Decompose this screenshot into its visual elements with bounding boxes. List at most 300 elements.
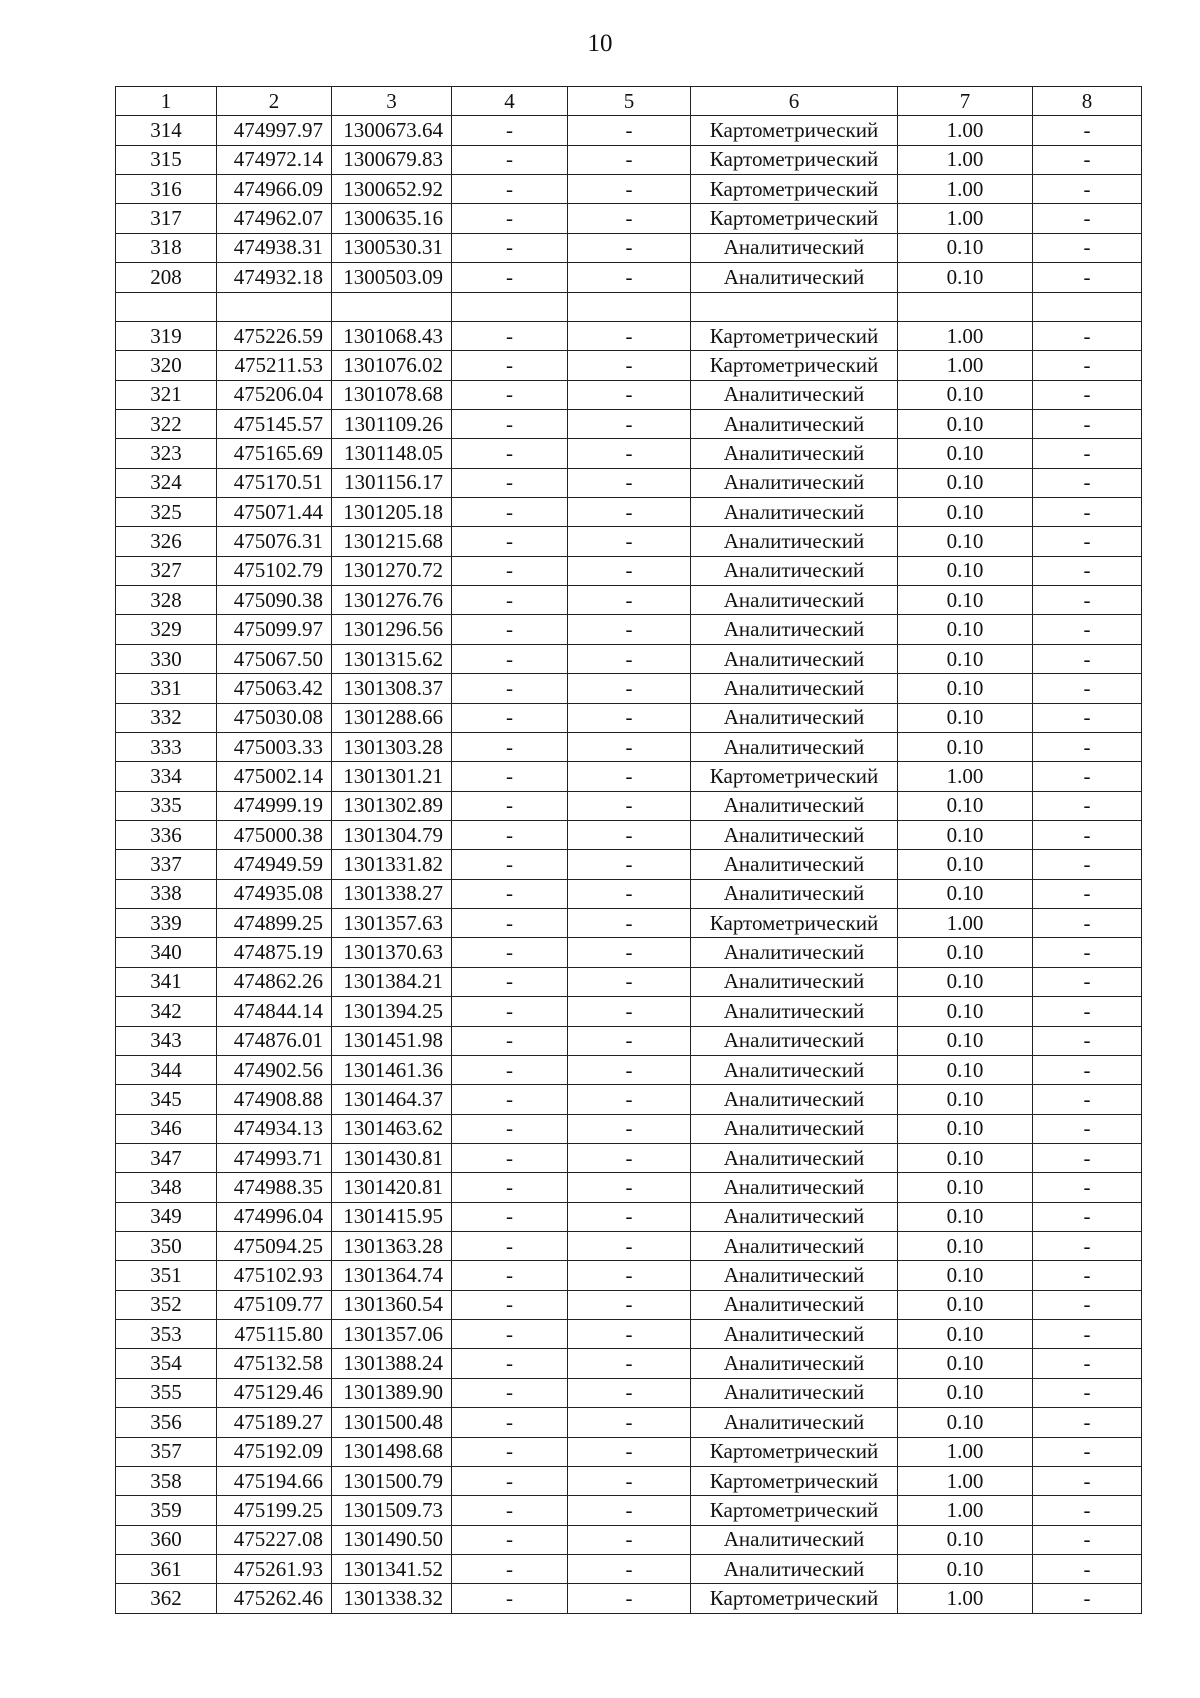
accuracy-cell: 0.10 — [898, 468, 1033, 497]
x-coordinate-cell: 475002.14 — [217, 762, 332, 791]
table-row — [116, 175, 1142, 204]
table-row — [116, 938, 1142, 967]
y-coordinate-cell: 1301215.68 — [332, 527, 452, 556]
accuracy-cell: 0.10 — [898, 703, 1033, 732]
column-8-value-cell: - — [1033, 850, 1142, 879]
x-coordinate-cell: 474999.19 — [217, 791, 332, 820]
x-coordinate-cell: 475071.44 — [217, 498, 332, 527]
x-coordinate-cell: 475170.51 — [217, 468, 332, 497]
y-coordinate-cell: 1301360.54 — [332, 1290, 452, 1319]
x-coordinate-cell: 475067.50 — [217, 644, 332, 673]
accuracy-cell: 0.10 — [898, 1055, 1033, 1084]
column-8-value-cell: - — [1033, 732, 1142, 761]
accuracy-cell: 1.00 — [898, 145, 1033, 174]
column-8-value-cell: - — [1033, 351, 1142, 380]
column-header: 3 — [332, 87, 452, 116]
column-8-value-cell: - — [1033, 175, 1142, 204]
column-8-value-cell: - — [1033, 1349, 1142, 1378]
column-4-value-cell: - — [452, 321, 568, 350]
column-4-value-cell: - — [452, 820, 568, 849]
x-coordinate-cell: 474844.14 — [217, 997, 332, 1026]
x-coordinate-cell: 475206.04 — [217, 380, 332, 409]
column-8-value-cell: - — [1033, 674, 1142, 703]
point-number-cell: 360 — [116, 1525, 217, 1554]
column-8-value-cell: - — [1033, 791, 1142, 820]
table-row — [116, 233, 1142, 262]
column-8-value-cell: - — [1033, 1408, 1142, 1437]
point-number-cell: 345 — [116, 1085, 217, 1114]
table-row — [116, 556, 1142, 585]
column-8-value-cell: - — [1033, 439, 1142, 468]
accuracy-cell: 0.10 — [898, 380, 1033, 409]
column-5-value-cell: - — [568, 380, 691, 409]
method-cell: Аналитический — [691, 1261, 898, 1290]
accuracy-cell: 1.00 — [898, 321, 1033, 350]
table-row — [116, 820, 1142, 849]
x-coordinate-cell: 475199.25 — [217, 1496, 332, 1525]
column-4-value-cell: - — [452, 1466, 568, 1495]
accuracy-cell: 0.10 — [898, 1525, 1033, 1554]
column-8-value-cell: - — [1033, 967, 1142, 996]
column-8-value-cell: - — [1033, 1437, 1142, 1466]
column-8-value-cell: - — [1033, 1173, 1142, 1202]
table-row — [116, 351, 1142, 380]
x-coordinate-cell: 475000.38 — [217, 820, 332, 849]
column-8-value-cell: - — [1033, 145, 1142, 174]
point-number-cell: 323 — [116, 439, 217, 468]
table-row — [116, 380, 1142, 409]
table-body — [116, 116, 1142, 1613]
y-coordinate-cell: 1300679.83 — [332, 145, 452, 174]
column-8-value-cell: - — [1033, 380, 1142, 409]
point-number-cell: 347 — [116, 1143, 217, 1172]
accuracy-cell: 0.10 — [898, 263, 1033, 292]
y-coordinate-cell: 1301109.26 — [332, 409, 452, 438]
x-coordinate-cell: 474935.08 — [217, 879, 332, 908]
point-number-cell: 361 — [116, 1554, 217, 1583]
accuracy-cell: 0.10 — [898, 732, 1033, 761]
method-cell: Аналитический — [691, 674, 898, 703]
table-row — [116, 762, 1142, 791]
y-coordinate-cell: 1301384.21 — [332, 967, 452, 996]
x-coordinate-cell: 475189.27 — [217, 1408, 332, 1437]
table-row — [116, 732, 1142, 761]
x-coordinate-cell: 475194.66 — [217, 1466, 332, 1495]
column-4-value-cell: - — [452, 938, 568, 967]
column-4-value-cell: - — [452, 732, 568, 761]
column-5-value-cell: - — [568, 321, 691, 350]
point-number-cell: 335 — [116, 791, 217, 820]
x-coordinate-cell: 474876.01 — [217, 1026, 332, 1055]
point-number-cell — [116, 292, 217, 321]
accuracy-cell: 1.00 — [898, 116, 1033, 145]
point-number-cell: 322 — [116, 409, 217, 438]
column-4-value-cell: - — [452, 674, 568, 703]
table-row — [116, 116, 1142, 145]
accuracy-cell: 0.10 — [898, 1026, 1033, 1055]
method-cell: Аналитический — [691, 1320, 898, 1349]
method-cell: Аналитический — [691, 791, 898, 820]
y-coordinate-cell: 1300652.92 — [332, 175, 452, 204]
table-header-row — [116, 87, 1142, 116]
x-coordinate-cell: 475063.42 — [217, 674, 332, 703]
method-cell: Картометрический — [691, 1466, 898, 1495]
y-coordinate-cell: 1301364.74 — [332, 1261, 452, 1290]
column-5-value-cell: - — [568, 1349, 691, 1378]
column-5-value-cell: - — [568, 997, 691, 1026]
point-number-cell: 333 — [116, 732, 217, 761]
accuracy-cell: 1.00 — [898, 204, 1033, 233]
column-8-value-cell: - — [1033, 1114, 1142, 1143]
accuracy-cell: 0.10 — [898, 233, 1033, 262]
column-4-value-cell: - — [452, 556, 568, 585]
column-8-value-cell: - — [1033, 409, 1142, 438]
x-coordinate-cell: 475192.09 — [217, 1437, 332, 1466]
method-cell: Картометрический — [691, 1584, 898, 1613]
method-cell: Аналитический — [691, 997, 898, 1026]
column-5-value-cell: - — [568, 1026, 691, 1055]
x-coordinate-cell: 474988.35 — [217, 1173, 332, 1202]
point-number-cell: 346 — [116, 1114, 217, 1143]
x-coordinate-cell: 475099.97 — [217, 615, 332, 644]
point-number-cell: 317 — [116, 204, 217, 233]
column-8-value-cell: - — [1033, 1584, 1142, 1613]
column-5-value-cell — [568, 292, 691, 321]
point-number-cell: 349 — [116, 1202, 217, 1231]
column-8-value-cell: - — [1033, 1055, 1142, 1084]
table-row — [116, 879, 1142, 908]
method-cell: Аналитический — [691, 1114, 898, 1143]
table-row — [116, 468, 1142, 497]
table-row — [116, 909, 1142, 938]
method-cell: Картометрический — [691, 909, 898, 938]
column-5-value-cell: - — [568, 409, 691, 438]
column-8-value-cell: - — [1033, 556, 1142, 585]
column-8-value-cell: - — [1033, 468, 1142, 497]
table-row — [116, 1085, 1142, 1114]
column-8-value-cell: - — [1033, 644, 1142, 673]
column-5-value-cell: - — [568, 263, 691, 292]
column-5-value-cell: - — [568, 1114, 691, 1143]
method-cell: Аналитический — [691, 1349, 898, 1378]
point-number-cell: 341 — [116, 967, 217, 996]
y-coordinate-cell: 1300673.64 — [332, 116, 452, 145]
column-4-value-cell: - — [452, 1496, 568, 1525]
y-coordinate-cell: 1301500.48 — [332, 1408, 452, 1437]
column-4-value-cell: - — [452, 1525, 568, 1554]
point-number-cell: 318 — [116, 233, 217, 262]
table-row — [116, 1173, 1142, 1202]
point-number-cell: 362 — [116, 1584, 217, 1613]
table-row — [116, 1525, 1142, 1554]
x-coordinate-cell: 475261.93 — [217, 1554, 332, 1583]
x-coordinate-cell: 474899.25 — [217, 909, 332, 938]
table-row — [116, 1554, 1142, 1583]
column-8-value-cell: - — [1033, 997, 1142, 1026]
column-5-value-cell: - — [568, 175, 691, 204]
method-cell: Картометрический — [691, 116, 898, 145]
point-number-cell: 315 — [116, 145, 217, 174]
column-5-value-cell: - — [568, 1261, 691, 1290]
y-coordinate-cell: 1301338.27 — [332, 879, 452, 908]
x-coordinate-cell: 475226.59 — [217, 321, 332, 350]
table-row — [116, 527, 1142, 556]
column-5-value-cell: - — [568, 586, 691, 615]
method-cell: Аналитический — [691, 732, 898, 761]
point-number-cell: 353 — [116, 1320, 217, 1349]
column-8-value-cell: - — [1033, 1026, 1142, 1055]
y-coordinate-cell — [332, 292, 452, 321]
table-row — [116, 1232, 1142, 1261]
y-coordinate-cell: 1301308.37 — [332, 674, 452, 703]
table-row — [116, 1437, 1142, 1466]
accuracy-cell: 0.10 — [898, 527, 1033, 556]
point-number-cell: 324 — [116, 468, 217, 497]
y-coordinate-cell: 1301394.25 — [332, 997, 452, 1026]
accuracy-cell: 1.00 — [898, 175, 1033, 204]
y-coordinate-cell: 1301338.32 — [332, 1584, 452, 1613]
column-4-value-cell: - — [452, 439, 568, 468]
x-coordinate-cell: 475132.58 — [217, 1349, 332, 1378]
point-number-cell: 326 — [116, 527, 217, 556]
y-coordinate-cell: 1301276.76 — [332, 586, 452, 615]
accuracy-cell: 0.10 — [898, 820, 1033, 849]
x-coordinate-cell: 475262.46 — [217, 1584, 332, 1613]
accuracy-cell: 0.10 — [898, 1290, 1033, 1319]
y-coordinate-cell: 1301156.17 — [332, 468, 452, 497]
y-coordinate-cell: 1301302.89 — [332, 791, 452, 820]
y-coordinate-cell: 1301068.43 — [332, 321, 452, 350]
y-coordinate-cell: 1300530.31 — [332, 233, 452, 262]
x-coordinate-cell: 475102.93 — [217, 1261, 332, 1290]
point-number-cell: 358 — [116, 1466, 217, 1495]
method-cell: Аналитический — [691, 556, 898, 585]
y-coordinate-cell: 1301461.36 — [332, 1055, 452, 1084]
column-5-value-cell: - — [568, 820, 691, 849]
y-coordinate-cell: 1301500.79 — [332, 1466, 452, 1495]
column-4-value-cell: - — [452, 409, 568, 438]
accuracy-cell: 0.10 — [898, 439, 1033, 468]
point-number-cell: 340 — [116, 938, 217, 967]
table-row — [116, 409, 1142, 438]
point-number-cell: 339 — [116, 909, 217, 938]
x-coordinate-cell: 474966.09 — [217, 175, 332, 204]
y-coordinate-cell: 1301078.68 — [332, 380, 452, 409]
y-coordinate-cell: 1301388.24 — [332, 1349, 452, 1378]
y-coordinate-cell: 1301464.37 — [332, 1085, 452, 1114]
column-8-value-cell: - — [1033, 586, 1142, 615]
point-number-cell: 354 — [116, 1349, 217, 1378]
column-4-value-cell: - — [452, 1290, 568, 1319]
method-cell: Аналитический — [691, 1026, 898, 1055]
table-row — [116, 1055, 1142, 1084]
accuracy-cell: 0.10 — [898, 938, 1033, 967]
x-coordinate-cell: 475129.46 — [217, 1378, 332, 1407]
column-5-value-cell: - — [568, 791, 691, 820]
column-5-value-cell: - — [568, 204, 691, 233]
accuracy-cell: 1.00 — [898, 1584, 1033, 1613]
point-number-cell: 342 — [116, 997, 217, 1026]
point-number-cell: 319 — [116, 321, 217, 350]
point-number-cell: 343 — [116, 1026, 217, 1055]
y-coordinate-cell: 1301420.81 — [332, 1173, 452, 1202]
y-coordinate-cell: 1301357.63 — [332, 909, 452, 938]
column-4-value-cell: - — [452, 1349, 568, 1378]
column-4-value-cell: - — [452, 1085, 568, 1114]
column-5-value-cell: - — [568, 1320, 691, 1349]
y-coordinate-cell: 1300503.09 — [332, 263, 452, 292]
column-5-value-cell: - — [568, 644, 691, 673]
column-4-value-cell: - — [452, 116, 568, 145]
column-8-value-cell: - — [1033, 1320, 1142, 1349]
point-number-cell: 331 — [116, 674, 217, 703]
column-5-value-cell: - — [568, 909, 691, 938]
x-coordinate-cell: 474862.26 — [217, 967, 332, 996]
column-8-value-cell: - — [1033, 116, 1142, 145]
accuracy-cell: 0.10 — [898, 1320, 1033, 1349]
accuracy-cell: 0.10 — [898, 1085, 1033, 1114]
table-row — [116, 967, 1142, 996]
method-cell: Аналитический — [691, 498, 898, 527]
y-coordinate-cell: 1301490.50 — [332, 1525, 452, 1554]
point-number-cell: 332 — [116, 703, 217, 732]
column-5-value-cell: - — [568, 233, 691, 262]
y-coordinate-cell: 1301303.28 — [332, 732, 452, 761]
table-row — [116, 321, 1142, 350]
point-number-cell: 348 — [116, 1173, 217, 1202]
accuracy-cell: 1.00 — [898, 909, 1033, 938]
accuracy-cell: 0.10 — [898, 1114, 1033, 1143]
column-4-value-cell: - — [452, 1114, 568, 1143]
y-coordinate-cell: 1301270.72 — [332, 556, 452, 585]
method-cell: Аналитический — [691, 263, 898, 292]
column-4-value-cell: - — [452, 850, 568, 879]
x-coordinate-cell: 474996.04 — [217, 1202, 332, 1231]
method-cell: Аналитический — [691, 233, 898, 262]
point-number-cell: 329 — [116, 615, 217, 644]
column-5-value-cell: - — [568, 850, 691, 879]
table-row — [116, 1584, 1142, 1613]
column-8-value-cell: - — [1033, 762, 1142, 791]
column-8-value-cell: - — [1033, 498, 1142, 527]
column-5-value-cell: - — [568, 1378, 691, 1407]
method-cell: Картометрический — [691, 351, 898, 380]
point-number-cell: 320 — [116, 351, 217, 380]
column-4-value-cell: - — [452, 1055, 568, 1084]
column-4-value-cell: - — [452, 468, 568, 497]
column-4-value-cell: - — [452, 1378, 568, 1407]
y-coordinate-cell: 1301076.02 — [332, 351, 452, 380]
column-4-value-cell — [452, 292, 568, 321]
x-coordinate-cell: 475115.80 — [217, 1320, 332, 1349]
column-4-value-cell: - — [452, 263, 568, 292]
accuracy-cell: 1.00 — [898, 1466, 1033, 1495]
accuracy-cell: 0.10 — [898, 1378, 1033, 1407]
point-number-cell: 321 — [116, 380, 217, 409]
y-coordinate-cell: 1301205.18 — [332, 498, 452, 527]
y-coordinate-cell: 1301301.21 — [332, 762, 452, 791]
column-4-value-cell: - — [452, 1143, 568, 1172]
point-number-cell: 208 — [116, 263, 217, 292]
method-cell: Аналитический — [691, 703, 898, 732]
x-coordinate-cell: 474972.14 — [217, 145, 332, 174]
column-header: 6 — [691, 87, 898, 116]
accuracy-cell: 1.00 — [898, 762, 1033, 791]
column-5-value-cell: - — [568, 468, 691, 497]
accuracy-cell: 0.10 — [898, 556, 1033, 585]
table-row — [116, 703, 1142, 732]
column-4-value-cell: - — [452, 233, 568, 262]
method-cell: Картометрический — [691, 1496, 898, 1525]
point-number-cell: 338 — [116, 879, 217, 908]
y-coordinate-cell: 1301451.98 — [332, 1026, 452, 1055]
column-8-value-cell — [1033, 292, 1142, 321]
x-coordinate-cell: 475227.08 — [217, 1525, 332, 1554]
column-4-value-cell: - — [452, 879, 568, 908]
column-8-value-cell: - — [1033, 1232, 1142, 1261]
method-cell: Аналитический — [691, 1290, 898, 1319]
y-coordinate-cell: 1301415.95 — [332, 1202, 452, 1231]
column-4-value-cell: - — [452, 703, 568, 732]
y-coordinate-cell: 1301430.81 — [332, 1143, 452, 1172]
y-coordinate-cell: 1301498.68 — [332, 1437, 452, 1466]
column-4-value-cell: - — [452, 791, 568, 820]
column-5-value-cell: - — [568, 1437, 691, 1466]
table-row — [116, 674, 1142, 703]
column-5-value-cell: - — [568, 967, 691, 996]
column-5-value-cell: - — [568, 732, 691, 761]
column-8-value-cell: - — [1033, 1378, 1142, 1407]
point-number-cell: 327 — [116, 556, 217, 585]
accuracy-cell: 0.10 — [898, 997, 1033, 1026]
y-coordinate-cell: 1301288.66 — [332, 703, 452, 732]
column-4-value-cell: - — [452, 615, 568, 644]
y-coordinate-cell: 1301463.62 — [332, 1114, 452, 1143]
y-coordinate-cell: 1301370.63 — [332, 938, 452, 967]
accuracy-cell: 0.10 — [898, 967, 1033, 996]
accuracy-cell: 0.10 — [898, 850, 1033, 879]
y-coordinate-cell: 1301304.79 — [332, 820, 452, 849]
column-5-value-cell: - — [568, 762, 691, 791]
column-4-value-cell: - — [452, 1584, 568, 1613]
column-4-value-cell: - — [452, 204, 568, 233]
accuracy-cell: 0.10 — [898, 644, 1033, 673]
column-8-value-cell: - — [1033, 321, 1142, 350]
x-coordinate-cell: 474949.59 — [217, 850, 332, 879]
column-5-value-cell: - — [568, 674, 691, 703]
accuracy-cell: 0.10 — [898, 1349, 1033, 1378]
x-coordinate-cell: 475076.31 — [217, 527, 332, 556]
x-coordinate-cell: 474938.31 — [217, 233, 332, 262]
column-8-value-cell: - — [1033, 1202, 1142, 1231]
point-number-cell: 328 — [116, 586, 217, 615]
column-5-value-cell: - — [568, 1290, 691, 1319]
method-cell — [691, 292, 898, 321]
table-row — [116, 850, 1142, 879]
column-5-value-cell: - — [568, 351, 691, 380]
accuracy-cell: 1.00 — [898, 351, 1033, 380]
table-row — [116, 204, 1142, 233]
column-4-value-cell: - — [452, 909, 568, 938]
method-cell: Картометрический — [691, 321, 898, 350]
method-cell: Картометрический — [691, 204, 898, 233]
column-4-value-cell: - — [452, 644, 568, 673]
table-row — [116, 1261, 1142, 1290]
method-cell: Аналитический — [691, 1202, 898, 1231]
column-header: 4 — [452, 87, 568, 116]
column-5-value-cell: - — [568, 1525, 691, 1554]
y-coordinate-cell: 1301389.90 — [332, 1378, 452, 1407]
